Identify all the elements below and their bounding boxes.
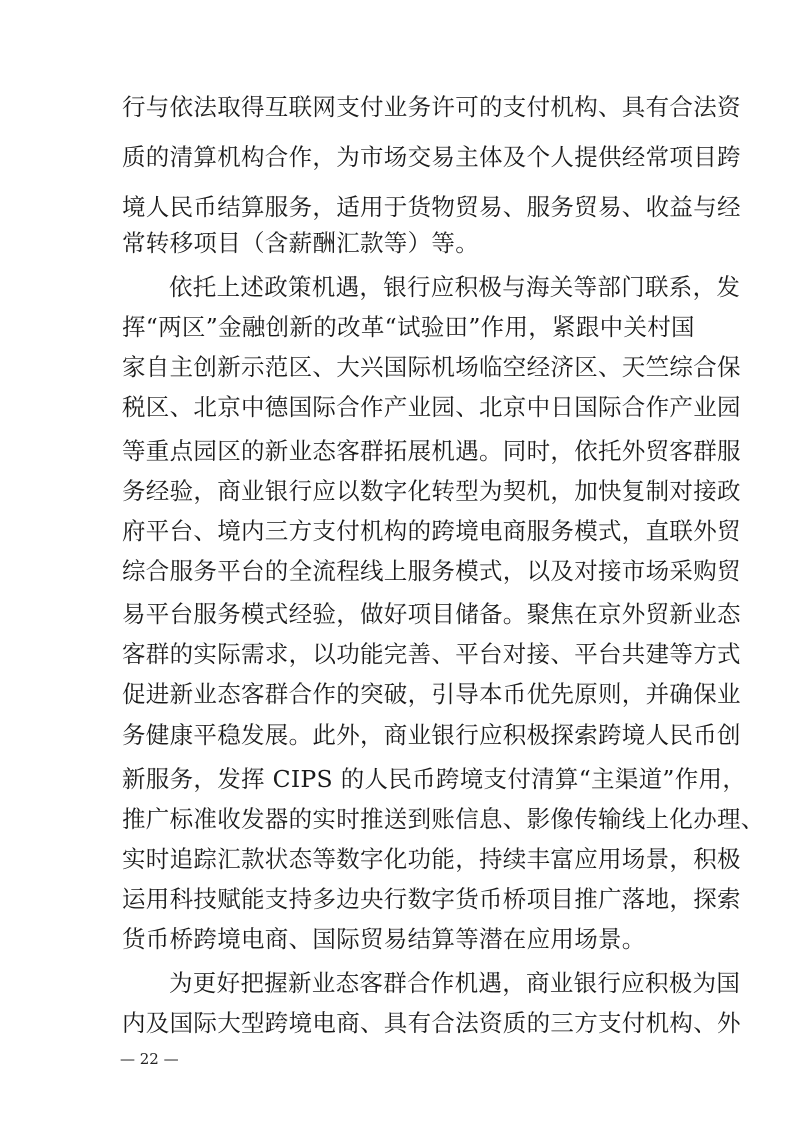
text-line: 依托上述政策机遇，银行应积极与海关等部门联系，发 [169,273,741,301]
text-line: 实时追踪汇款状态等数字化功能，持续丰富应用场景，积极 [122,845,741,873]
text-line: 常转移项目（含薪酬汇款等）等。 [122,229,479,257]
text-line: 运用科技赋能支持多边央行数字货币桥项目推广落地，探索 [122,885,741,913]
text-line: 境人民币结算服务，适用于货物贸易、服务贸易、收益与经 [122,193,741,221]
text-line: 府平台、境内三方支付机构的跨境电商服务模式，直联外贸 [122,517,741,545]
text-line: 家自主创新示范区、大兴国际机场临空经济区、天竺综合保 [122,353,741,381]
text-line: 等重点园区的新业态客群拓展机遇。同时，依托外贸客群服 [122,437,741,465]
text-line: 内及国际大型跨境电商、具有合法资质的三方支付机构、外 [122,1009,741,1037]
text-line: 客群的实际需求，以功能完善、平台对接、平台共建等方式 [122,640,741,668]
text-line: 务经验，商业银行应以数字化转型为契机，加快复制对接政 [122,477,741,505]
text-line: 推广标准收发器的实时推送到账信息、影像传输线上化办理、 [122,805,765,833]
text-line: 为更好把握新业态客群合作机遇，商业银行应积极为国 [169,969,741,997]
text-line: 易平台服务模式经验，做好项目储备。聚焦在京外贸新业态 [122,600,741,628]
text-line: 货币桥跨境电商、国际贸易结算等潜在应用场景。 [122,925,646,953]
text-line: 新服务，发挥 CIPS 的人民币跨境支付清算“主渠道”作用， [122,765,747,793]
text-line: 质的清算机构合作，为市场交易主体及个人提供经常项目跨 [122,143,741,171]
text-line: 务健康平稳发展。此外，商业银行应积极探索跨境人民币创 [122,721,741,749]
text-line: 促进新业态客群合作的突破，引导本币优先原则，并确保业 [122,680,741,708]
page-number: — 22 — [120,1050,179,1068]
text-line: 综合服务平台的全流程线上服务模式，以及对接市场采购贸 [122,557,741,585]
text-line: 挥“两区”金融创新的改革“试验田”作用，紧跟中关村国 [122,313,695,341]
text-line: 行与依法取得互联网支付业务许可的支付机构、具有合法资 [122,93,741,121]
text-line: 税区、北京中德国际合作产业园、北京中日国际合作产业园 [122,393,741,421]
